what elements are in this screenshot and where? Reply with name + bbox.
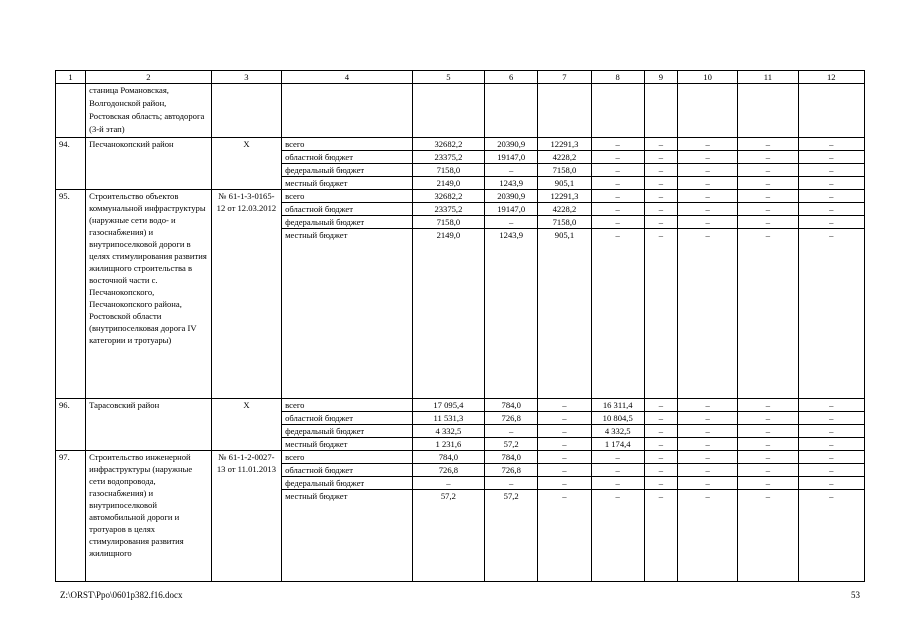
- funding-source-label: местный бюджет: [282, 177, 413, 190]
- value-cell: –: [738, 399, 798, 412]
- value-cell: 4 332,5: [412, 425, 484, 438]
- value-cell: –: [738, 412, 798, 425]
- value-cell: 4228,2: [538, 203, 591, 216]
- value-cell: 784,0: [485, 451, 538, 464]
- value-cell: –: [798, 177, 864, 190]
- value-cell: –: [591, 177, 644, 190]
- value-cell: 7158,0: [538, 216, 591, 229]
- value-cell: –: [798, 203, 864, 216]
- value-cell: –: [591, 190, 644, 203]
- value-cell: –: [677, 490, 737, 582]
- funding-source-label: федеральный бюджет: [282, 164, 413, 177]
- value-cell: 2149,0: [412, 229, 484, 399]
- value-cell: –: [644, 216, 677, 229]
- value-cell: –: [591, 229, 644, 399]
- col-header: 2: [86, 71, 212, 84]
- value-cell: –: [644, 229, 677, 399]
- value-cell: –: [485, 216, 538, 229]
- value-cell: –: [738, 164, 798, 177]
- object-name: Строительство инженерной инфраструктуры (наружные сети водопровода, газоснабжения) и внутрипоселковой автомобильной дороги и тротуаров в целях стимулирования развития жилищного: [86, 451, 212, 582]
- value-cell: 1243,9: [485, 229, 538, 399]
- value-cell: 905,1: [538, 177, 591, 190]
- value-cell: –: [644, 451, 677, 464]
- value-cell: –: [644, 138, 677, 151]
- value-cell: 784,0: [485, 399, 538, 412]
- value-cell: –: [677, 164, 737, 177]
- value-cell: 7158,0: [412, 164, 484, 177]
- value-cell: 57,2: [485, 438, 538, 451]
- value-cell: 23375,2: [412, 151, 484, 164]
- funding-source-label: всего: [282, 190, 413, 203]
- value-cell: –: [798, 477, 864, 490]
- value-cell: –: [677, 477, 737, 490]
- value-cell: –: [677, 151, 737, 164]
- value-cell: –: [798, 190, 864, 203]
- col-header: 9: [644, 71, 677, 84]
- value-cell: 57,2: [412, 490, 484, 582]
- funding-source-label: областной бюджет: [282, 464, 413, 477]
- value-cell: –: [485, 164, 538, 177]
- value-cell: –: [738, 216, 798, 229]
- value-cell: –: [591, 151, 644, 164]
- value-cell: –: [798, 490, 864, 582]
- col-header: 1: [56, 71, 86, 84]
- value-cell: –: [591, 203, 644, 216]
- value-cell: –: [798, 438, 864, 451]
- value-cell: 1 174,4: [591, 438, 644, 451]
- continuation-row: [56, 84, 865, 138]
- item-number: 97.: [56, 451, 86, 582]
- object-name: Строительство объектов коммунальной инфраструктуры (наружные сети водо- и газоснабжения) и внутрипоселковой дороги в целях стимулирования развития жилищного строительства в восточной части с. Песчанокопского, Песчанокопского района, Ростовской области (внутрипоселковая дорога IV категории и тротуары): [86, 190, 212, 399]
- value-cell: –: [412, 477, 484, 490]
- value-cell: –: [677, 464, 737, 477]
- value-cell: –: [738, 438, 798, 451]
- value-cell: –: [677, 399, 737, 412]
- object-name: Песчанокопский район: [86, 138, 212, 190]
- value-cell: –: [538, 451, 591, 464]
- value-cell: –: [538, 399, 591, 412]
- project-code: № 61-1-2-0027-13 от 11.01.2013: [211, 451, 281, 582]
- col-header: 4: [282, 71, 413, 84]
- value-cell: –: [644, 464, 677, 477]
- value-cell: 57,2: [485, 490, 538, 582]
- value-cell: –: [738, 464, 798, 477]
- value-cell: 23375,2: [412, 203, 484, 216]
- value-cell: –: [538, 425, 591, 438]
- value-cell: 2149,0: [412, 177, 484, 190]
- value-cell: –: [738, 138, 798, 151]
- item-number: 94.: [56, 138, 86, 190]
- value-cell: –: [677, 451, 737, 464]
- object-name: станица Романовская, Волгодонской район, Ростовская область; автодорога (3-й этап): [86, 84, 212, 138]
- funding-source-label: областной бюджет: [282, 203, 413, 216]
- value-cell: 10 804,5: [591, 412, 644, 425]
- value-cell: 726,8: [412, 464, 484, 477]
- project-code: Х: [211, 138, 281, 190]
- value-cell: 4228,2: [538, 151, 591, 164]
- value-cell: 905,1: [538, 229, 591, 399]
- value-cell: 20390,9: [485, 138, 538, 151]
- col-header: 11: [738, 71, 798, 84]
- col-header: 8: [591, 71, 644, 84]
- value-cell: –: [591, 451, 644, 464]
- object-name: Тарасовский район: [86, 399, 212, 451]
- value-cell: –: [738, 190, 798, 203]
- value-cell: –: [644, 177, 677, 190]
- value-cell: 17 095,4: [412, 399, 484, 412]
- value-cell: –: [738, 203, 798, 216]
- value-cell: 19147,0: [485, 203, 538, 216]
- page-footer: [60, 590, 860, 600]
- value-cell: –: [644, 412, 677, 425]
- value-cell: –: [677, 203, 737, 216]
- value-cell: –: [738, 490, 798, 582]
- value-cell: –: [538, 438, 591, 451]
- value-cell: –: [738, 477, 798, 490]
- item-number: 96.: [56, 399, 86, 451]
- value-cell: 12291,3: [538, 138, 591, 151]
- funding-source-label: федеральный бюджет: [282, 216, 413, 229]
- budget-table: [55, 70, 865, 582]
- value-cell: 726,8: [485, 464, 538, 477]
- funding-source-label: федеральный бюджет: [282, 425, 413, 438]
- value-cell: 32682,2: [412, 190, 484, 203]
- budget-row: [56, 138, 865, 151]
- value-cell: –: [798, 412, 864, 425]
- value-cell: –: [644, 151, 677, 164]
- value-cell: –: [538, 412, 591, 425]
- value-cell: –: [485, 477, 538, 490]
- funding-source-label: областной бюджет: [282, 151, 413, 164]
- value-cell: –: [644, 190, 677, 203]
- value-cell: –: [798, 151, 864, 164]
- value-cell: –: [644, 438, 677, 451]
- value-cell: –: [738, 451, 798, 464]
- value-cell: 11 531,3: [412, 412, 484, 425]
- value-cell: –: [798, 451, 864, 464]
- value-cell: –: [677, 138, 737, 151]
- value-cell: –: [677, 412, 737, 425]
- value-cell: –: [591, 477, 644, 490]
- value-cell: –: [644, 203, 677, 216]
- col-header: 10: [677, 71, 737, 84]
- value-cell: 19147,0: [485, 151, 538, 164]
- value-cell: 7158,0: [538, 164, 591, 177]
- value-cell: –: [644, 399, 677, 412]
- funding-source-label: местный бюджет: [282, 229, 413, 399]
- col-header: 6: [485, 71, 538, 84]
- page-number: 53: [851, 590, 860, 600]
- value-cell: 4 332,5: [591, 425, 644, 438]
- value-cell: 20390,9: [485, 190, 538, 203]
- value-cell: –: [591, 216, 644, 229]
- value-cell: –: [677, 190, 737, 203]
- funding-source-label: федеральный бюджет: [282, 477, 413, 490]
- value-cell: –: [644, 164, 677, 177]
- value-cell: –: [798, 229, 864, 399]
- value-cell: –: [677, 177, 737, 190]
- budget-row: [56, 399, 865, 412]
- value-cell: 16 311,4: [591, 399, 644, 412]
- budget-row: [56, 451, 865, 464]
- value-cell: –: [798, 425, 864, 438]
- funding-source-label: всего: [282, 451, 413, 464]
- value-cell: –: [798, 138, 864, 151]
- value-cell: –: [738, 151, 798, 164]
- value-cell: –: [538, 477, 591, 490]
- value-cell: –: [798, 164, 864, 177]
- value-cell: 726,8: [485, 412, 538, 425]
- value-cell: 12291,3: [538, 190, 591, 203]
- project-code: № 61-1-3-0165-12 от 12.03.2012: [211, 190, 281, 399]
- value-cell: –: [485, 425, 538, 438]
- funding-source-label: всего: [282, 399, 413, 412]
- value-cell: 7158,0: [412, 216, 484, 229]
- value-cell: –: [738, 425, 798, 438]
- value-cell: –: [738, 177, 798, 190]
- col-header: 7: [538, 71, 591, 84]
- value-cell: –: [677, 438, 737, 451]
- col-header: 5: [412, 71, 484, 84]
- value-cell: –: [798, 399, 864, 412]
- value-cell: –: [591, 490, 644, 582]
- value-cell: –: [538, 464, 591, 477]
- project-code: Х: [211, 399, 281, 451]
- value-cell: –: [798, 216, 864, 229]
- value-cell: –: [591, 464, 644, 477]
- value-cell: –: [591, 138, 644, 151]
- column-number-row: [56, 71, 865, 84]
- value-cell: 32682,2: [412, 138, 484, 151]
- funding-source-label: местный бюджет: [282, 438, 413, 451]
- item-number: 95.: [56, 190, 86, 399]
- value-cell: –: [798, 464, 864, 477]
- value-cell: –: [644, 425, 677, 438]
- value-cell: 784,0: [412, 451, 484, 464]
- budget-row: [56, 190, 865, 203]
- value-cell: –: [591, 164, 644, 177]
- value-cell: –: [644, 477, 677, 490]
- col-header: 12: [798, 71, 864, 84]
- funding-source-label: всего: [282, 138, 413, 151]
- file-path: Z:\ORST\Ppo\0601p382.f16.docx: [60, 590, 183, 600]
- value-cell: –: [644, 490, 677, 582]
- funding-source-label: местный бюджет: [282, 490, 413, 582]
- value-cell: –: [677, 425, 737, 438]
- funding-source-label: областной бюджет: [282, 412, 413, 425]
- value-cell: –: [538, 490, 591, 582]
- value-cell: –: [677, 216, 737, 229]
- value-cell: –: [738, 229, 798, 399]
- value-cell: 1 231,6: [412, 438, 484, 451]
- value-cell: 1243,9: [485, 177, 538, 190]
- value-cell: –: [677, 229, 737, 399]
- col-header: 3: [211, 71, 281, 84]
